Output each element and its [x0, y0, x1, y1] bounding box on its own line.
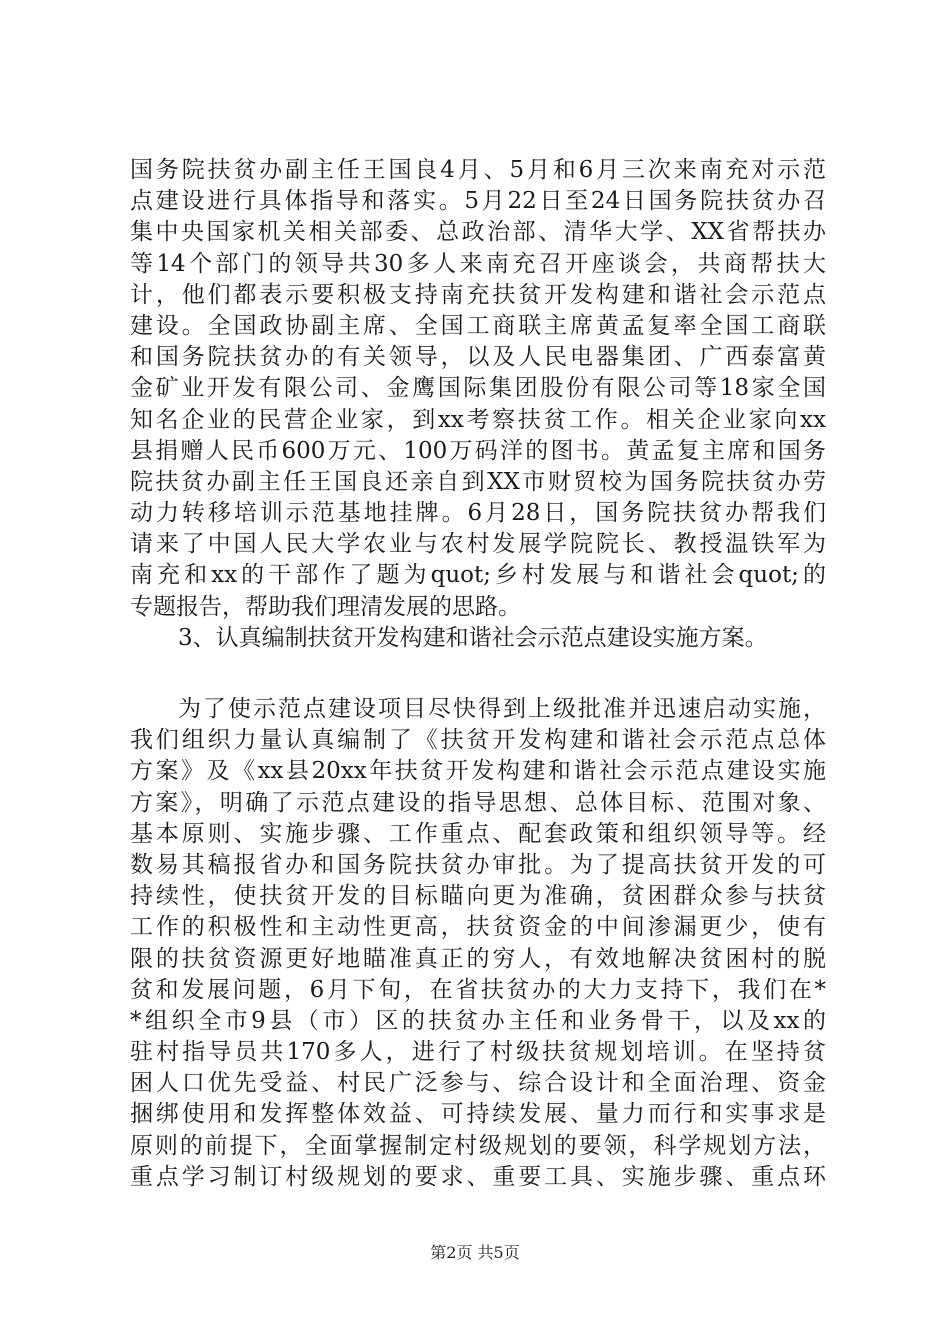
- paragraph-line: 等14个部门的领导共30多人来南充召开座谈会，共商帮扶大: [130, 250, 826, 277]
- paragraph-line: 驻村指导员共170多人，进行了村级扶贫规划培训。在坚持贫: [130, 1039, 826, 1066]
- document-body: [130, 155, 826, 1193]
- paragraph-line: 知名企业的民营企业家，到xx考察扶贫工作。相关企业家向xx: [130, 406, 826, 433]
- paragraph-line: 贫和发展问题，6月下旬，在省扶贫办的大力支持下，我们在*: [130, 976, 826, 1003]
- paragraph-line: 点建设进行具体指导和落实。5月22日至24日国务院扶贫办召: [130, 188, 826, 215]
- paragraph-line: 我们组织力量认真编制了《扶贫开发构建和谐社会示范点总体: [130, 727, 826, 754]
- paragraph-line: 持续性，使扶贫开发的目标瞄向更为准确，贫困群众参与扶贫: [130, 883, 826, 910]
- page-number-footer: 第2页 共5页: [430, 1243, 520, 1262]
- paragraph-line: 方案》，明确了示范点建设的指导思想、总体目标、范围对象、: [130, 789, 826, 816]
- paragraph-line: 动力转移培训示范基地挂牌。6月28日，国务院扶贫办帮我们: [130, 500, 826, 527]
- paragraph-line: 原则的前提下，全面掌握制定村级规划的要领，科学规划方法，: [130, 1132, 826, 1159]
- paragraph-line: 重点学习制订村级规划的要求、重要工具、实施步骤、重点环: [130, 1163, 826, 1190]
- paragraph-line: 国务院扶贫办副主任王国良4月、5月和6月三次来南充对示范: [130, 157, 826, 183]
- paragraph-line: 和国务院扶贫办的有关领导，以及人民电器集团、广西泰富黄: [130, 344, 826, 371]
- paragraph-line: 方案》及《xx县20xx年扶贫开发构建和谐社会示范点建设实施: [130, 758, 826, 785]
- paragraph-line: 县捐赠人民币600万元、100万码洋的图书。黄孟复主席和国务: [130, 437, 826, 464]
- paragraph-line: 捆绑使用和发挥整体效益、可持续发展、量力而行和实事求是: [130, 1101, 826, 1128]
- paragraph-line: 为了使示范点建设项目尽快得到上级批准并迅速启动实施，: [178, 696, 826, 722]
- paragraph-1: [130, 155, 826, 623]
- paragraph-line: 限的扶贫资源更好地瞄准真正的穷人，有效地解决贫困村的脱: [130, 945, 826, 972]
- paragraph-line: 困人口优先受益、村民广泛参与、综合设计和全面治理、资金: [130, 1070, 826, 1097]
- paragraph-line: 院扶贫办副主任王国良还亲自到XX市财贸校为国务院扶贫办劳: [130, 468, 826, 495]
- paragraph-line: 数易其稿报省办和国务院扶贫办审批。为了提高扶贫开发的可: [130, 851, 826, 878]
- paragraph-2: [130, 694, 826, 1193]
- section-heading: 3、认真编制扶贫开发构建和谐社会示范点建设实施方案。: [178, 624, 768, 651]
- paragraph-line: *组织全市9县（市）区的扶贫办主任和业务骨干，以及xx的: [130, 1007, 826, 1034]
- paragraph-line: 金矿业开发有限公司、金鹰国际集团股份有限公司等18家全国: [130, 375, 826, 402]
- paragraph-spacer: [130, 654, 826, 694]
- paragraph-line: 计，他们都表示要积极支持南充扶贫开发构建和谐社会示范点: [130, 281, 826, 308]
- paragraph-line: 请来了中国人民大学农业与农村发展学院院长、教授温铁军为: [130, 531, 826, 558]
- paragraph-line: 南充和xx的干部作了题为quot;乡村发展与和谐社会quot;的: [130, 562, 826, 589]
- paragraph-line: 基本原则、实施步骤、工作重点、配套政策和组织领导等。经: [130, 820, 826, 847]
- paragraph-line: 专题报告，帮助我们理清发展的思路。: [130, 593, 521, 620]
- paragraph-line: 工作的积极性和主动性更高，扶贫资金的中间渗漏更少，使有: [130, 914, 826, 941]
- paragraph-line: 集中央国家机关相关部委、总政治部、清华大学、XX省帮扶办: [130, 219, 826, 246]
- paragraph-line: 建设。全国政协副主席、全国工商联主席黄孟复率全国工商联: [130, 312, 826, 339]
